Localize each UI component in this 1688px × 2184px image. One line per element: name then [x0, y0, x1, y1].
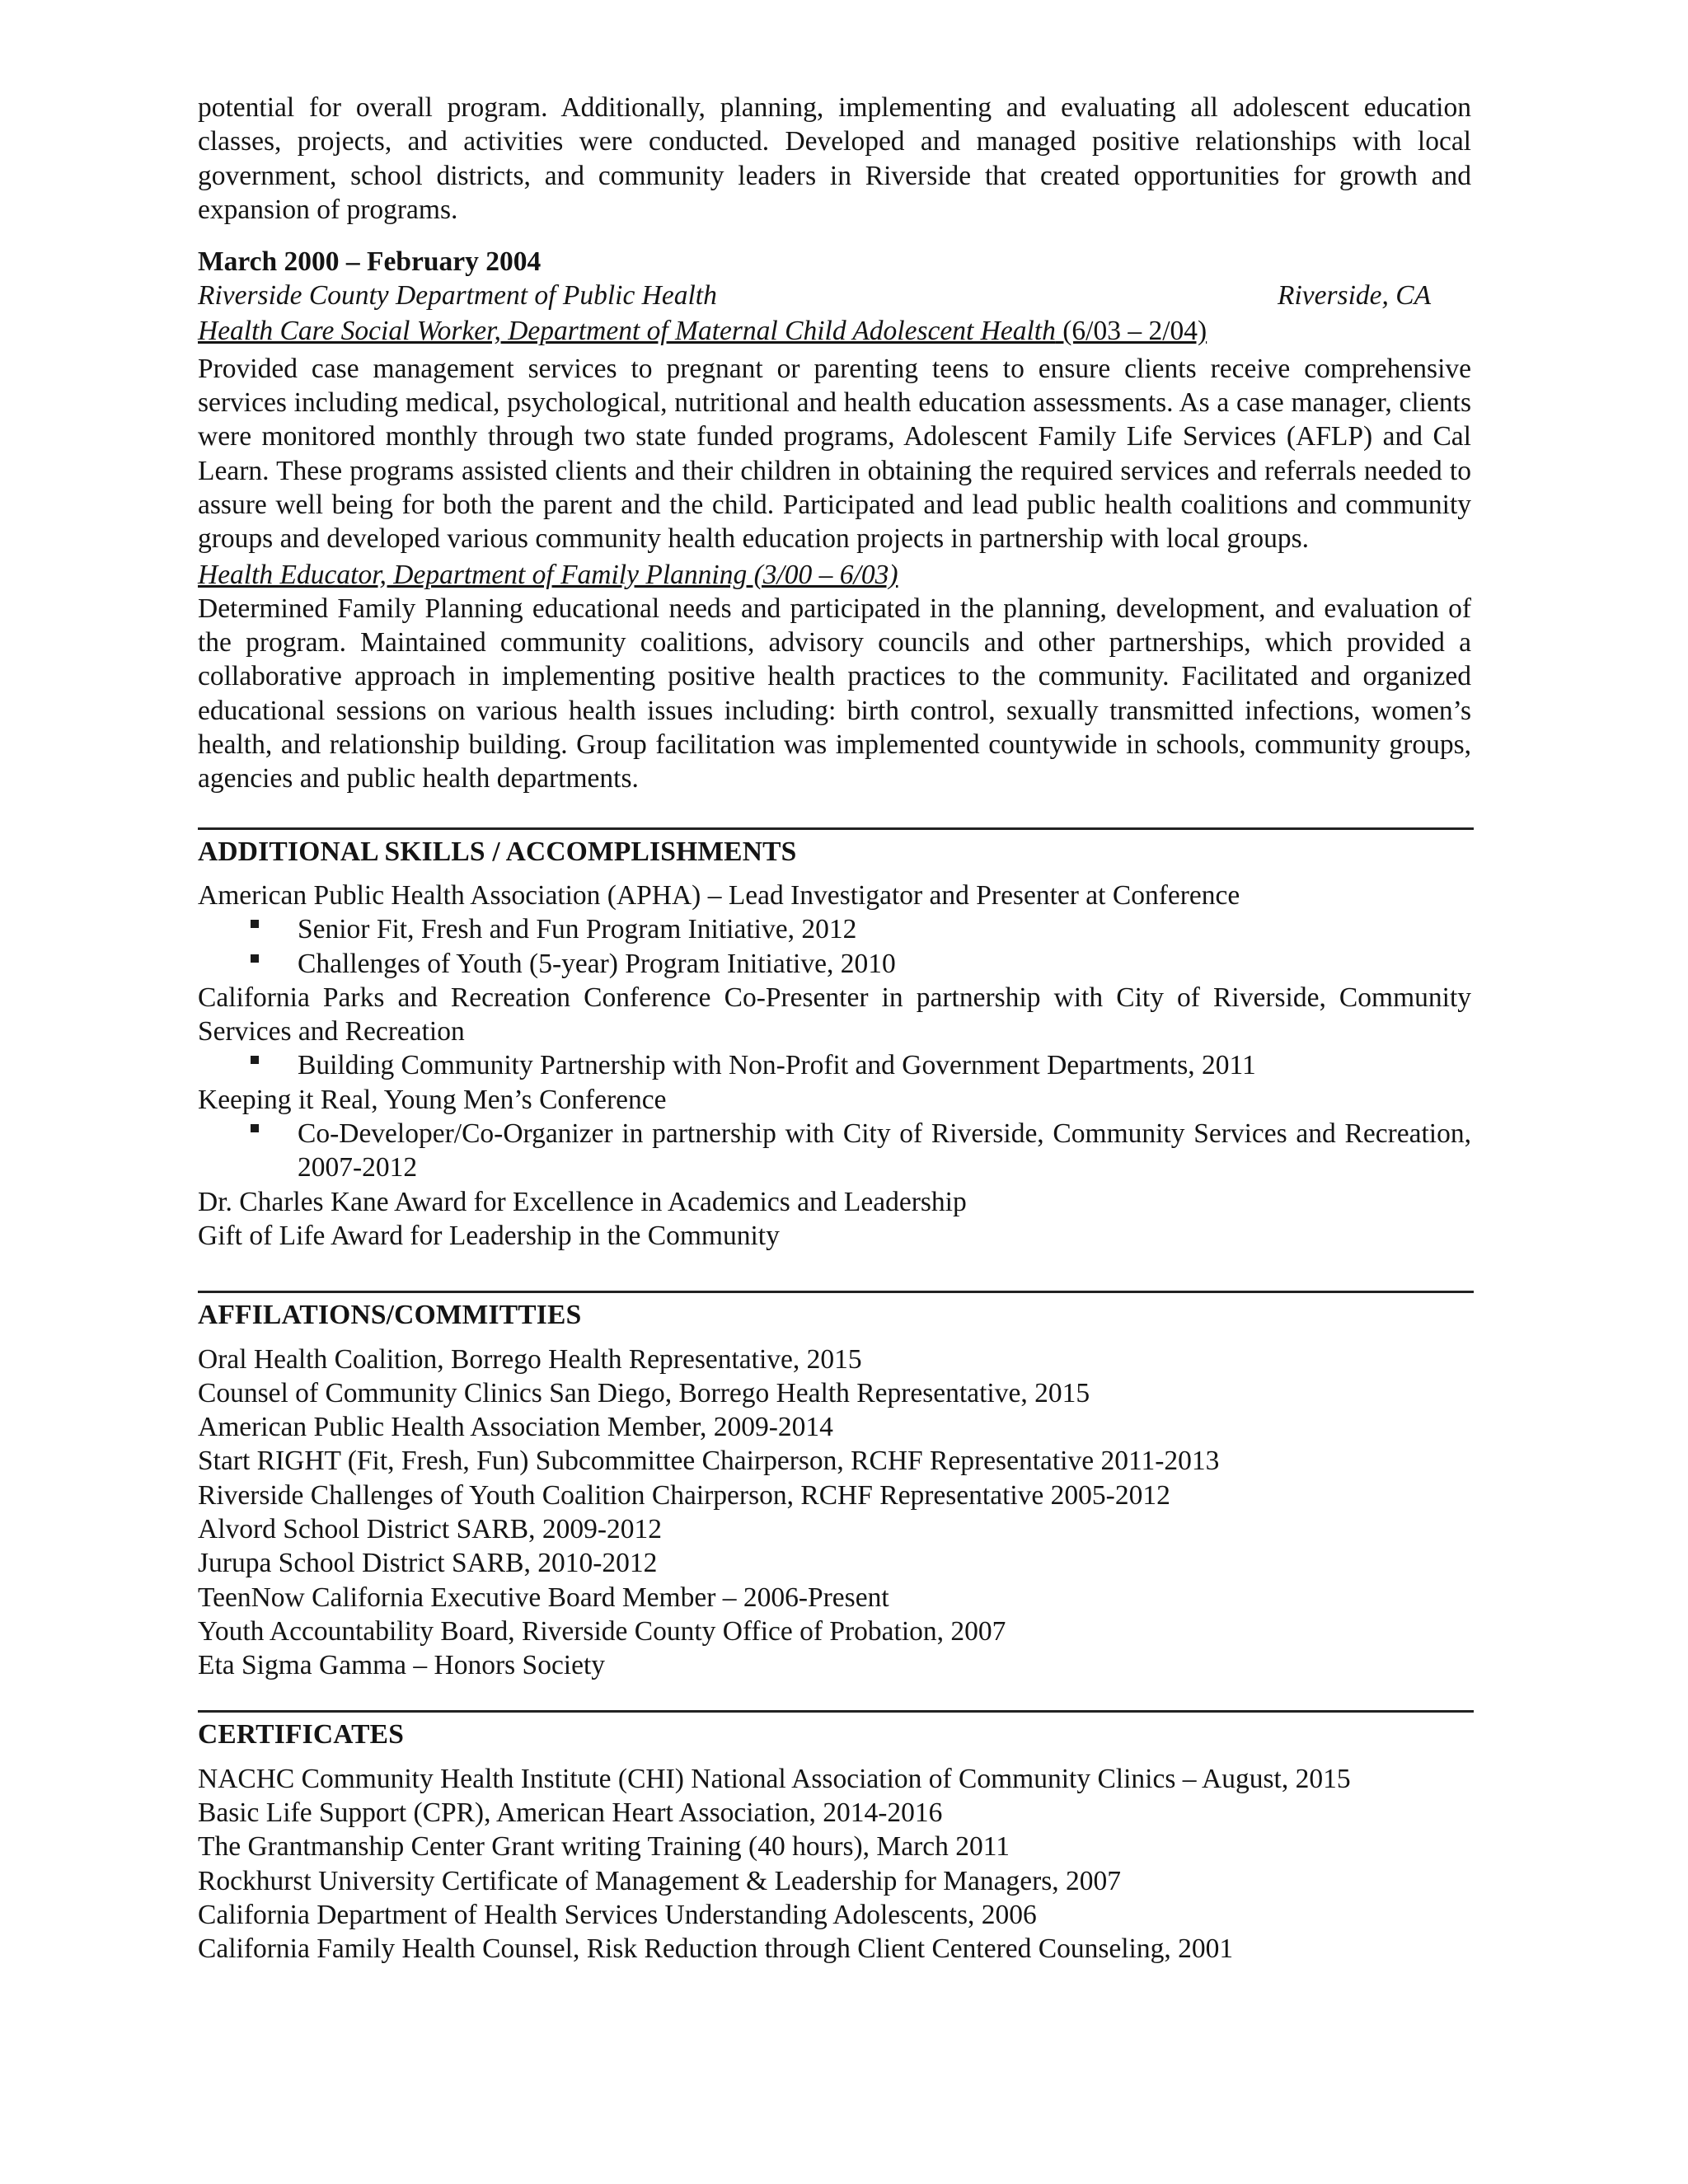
- role-dates: (6/03 – 2/04): [1055, 316, 1207, 347]
- role-title-health-educator: Health Educator, Department of Family Planning (3/00 – 6/03): [198, 559, 898, 590]
- role-description-health-educator: Determined Family Planning educational needs and participated in the planning, development, and evaluation of the program. Maintained community coalitions, advisory councils and other partnerships, which provided a collaborative approach in implementing positive health practices to the community. Facilitated and organized educational sessions on various health issues including: birth control, sexually transmitted infections, women’s health, and relationship building. Group facilitation was implemented countywide in schools, community groups, agencies and public health departments.: [198, 593, 1471, 794]
- apha-bullet-list: [198, 912, 1471, 981]
- list-item: Basic Life Support (CPR), American Heart Association, 2014-2016: [198, 1797, 943, 1829]
- intro-paragraph: potential for overall program. Additionally, planning, implementing and evaluating all adolescent education classes, projects, and activities were conducted. Developed and managed positive relationships with local government, school districts, and community leaders in Riverside that created opportunities for growth and expansion of programs.: [198, 92, 1471, 225]
- employer-location: Riverside, CA: [1278, 280, 1432, 312]
- section-heading-skills: ADDITIONAL SKILLS / ACCOMPLISHMENTS: [198, 836, 797, 867]
- list-item: NACHC Community Health Institute (CHI) National Association of Community Clinics – August, 2015: [198, 1763, 1351, 1794]
- list-item: Oral Health Coalition, Borrego Health Representative, 2015: [198, 1343, 862, 1375]
- skills-line-keeping-it-real: Keeping it Real, Young Men’s Conference: [198, 1084, 667, 1115]
- list-item: [198, 1048, 1471, 1082]
- list-item: Eta Sigma Gamma – Honors Society: [198, 1650, 606, 1681]
- list-item: California Family Health Counsel, Risk Reduction through Client Centered Counseling, 2001: [198, 1933, 1234, 1965]
- list-item: The Grantmanship Center Grant writing Training (40 hours), March 2011: [198, 1831, 1010, 1863]
- list-item: Riverside Challenges of Youth Coalition Chairperson, RCHF Representative 2005-2012: [198, 1479, 1170, 1511]
- section-heading-certificates: CERTIFICATES: [198, 1719, 405, 1750]
- job-date-range: March 2000 – February 2004: [198, 246, 542, 278]
- list-item: American Public Health Association Member, 2009-2014: [198, 1412, 833, 1443]
- list-item: California Department of Health Services Understanding Adolescents, 2006: [198, 1899, 1037, 1930]
- bullet-text: Senior Fit, Fresh and Fun Program Initiative, 2012: [298, 914, 857, 945]
- employer-name: Riverside County Department of Public Health: [198, 280, 717, 312]
- skills-award-kane: Dr. Charles Kane Award for Excellence in Academics and Leadership: [198, 1186, 967, 1217]
- list-item: [198, 947, 1471, 981]
- section-divider: [198, 1710, 1474, 1713]
- resume-page: [198, 91, 1471, 1966]
- list-item: TeenNow California Executive Board Member – 2006-Present: [198, 1582, 889, 1613]
- section-heading-affiliations: AFFILATIONS/COMMITTIES: [198, 1300, 582, 1331]
- square-bullet-icon: [251, 954, 259, 963]
- skills-line-parks: California Parks and Recreation Conference Co-Presenter in partnership with City of Riverside, Community Services and Recreation: [198, 982, 1471, 1047]
- square-bullet-icon: [251, 1056, 259, 1064]
- list-item: Youth Accountability Board, Riverside County Office of Probation, 2007: [198, 1615, 1006, 1647]
- list-item: Rockhurst University Certificate of Management & Leadership for Managers, 2007: [198, 1865, 1122, 1896]
- affiliations-section: [198, 1291, 1471, 1682]
- role-description-social-worker: Provided case management services to pregnant or parenting teens to ensure clients receive comprehensive services including medical, psychological, nutritional and health education assessments. As a case manager, clients were monitored monthly through two state funded programs, Adolescent Family Life Services (AFLP) and Cal Learn. These programs assisted clients and their children in obtaining the required services and referrals needed to assure well being for both the parent and the child. Participated and lead public health coalitions and community groups and developed various community health education projects in partnership with local groups.: [198, 353, 1471, 555]
- list-item: Counsel of Community Clinics San Diego, Borrego Health Representative, 2015: [198, 1377, 1090, 1408]
- bullet-text: Challenges of Youth (5-year) Program Initiative, 2010: [298, 948, 896, 979]
- employer-line: [198, 279, 1471, 312]
- square-bullet-icon: [251, 920, 259, 928]
- square-bullet-icon: [251, 1124, 259, 1132]
- role-title-social-worker: [198, 314, 1471, 348]
- list-item: [198, 912, 1471, 946]
- kir-bullet-list: [198, 1117, 1471, 1185]
- list-item: Alvord School District SARB, 2009-2012: [198, 1513, 662, 1544]
- bullet-text: Building Community Partnership with Non-Profit and Government Departments, 2011: [298, 1050, 1256, 1081]
- section-divider: [198, 827, 1474, 830]
- bullet-text: Co-Developer/Co-Organizer in partnership with City of Riverside, Community Services and Recreation, 2007-2012: [298, 1118, 1471, 1183]
- list-item: Jurupa School District SARB, 2010-2012: [198, 1548, 658, 1579]
- section-divider: [198, 1291, 1474, 1293]
- job-entry: [198, 245, 1471, 795]
- parks-bullet-list: [198, 1048, 1471, 1082]
- skills-section: [198, 827, 1471, 1254]
- skills-line-apha: American Public Health Association (APHA) – Lead Investigator and Presenter at Conference: [198, 879, 1240, 911]
- certificates-section: [198, 1710, 1471, 1966]
- role-title-text: Health Care Social Worker, Department of Maternal Child Adolescent Health: [198, 316, 1056, 347]
- skills-award-gift-of-life: Gift of Life Award for Leadership in the Community: [198, 1220, 780, 1251]
- list-item: [198, 1117, 1471, 1185]
- list-item: Start RIGHT (Fit, Fresh, Fun) Subcommittee Chairperson, RCHF Representative 2011-2013: [198, 1446, 1220, 1477]
